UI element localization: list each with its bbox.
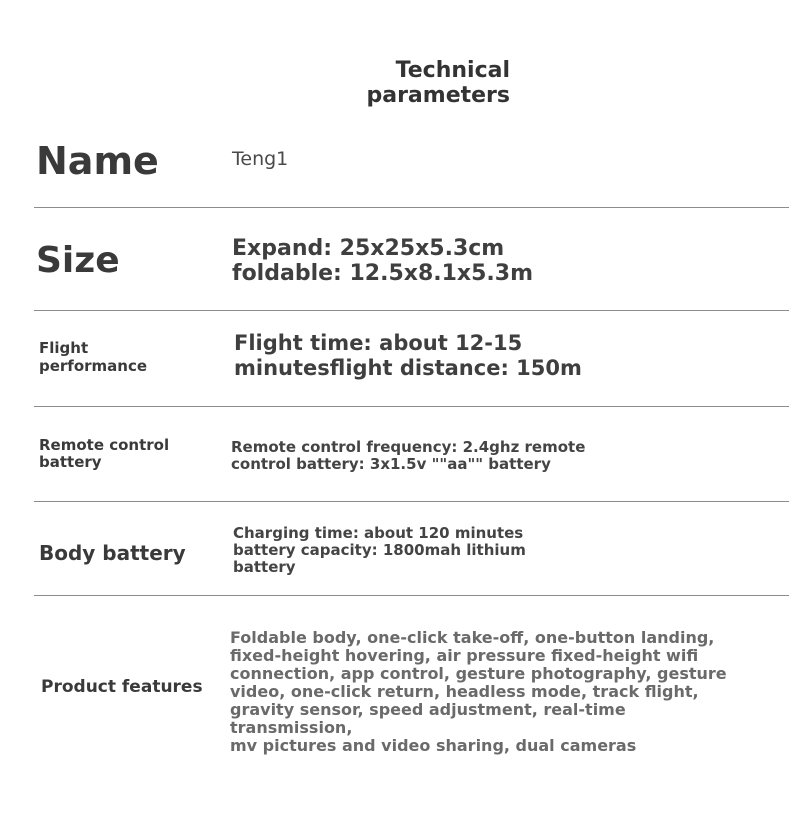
divider (34, 406, 789, 407)
spec-label-line: Flight (39, 339, 89, 357)
spec-value-product-features (230, 629, 730, 755)
title-line-2: parameters (366, 83, 510, 108)
spec-value-size (232, 236, 533, 286)
spec-label-line: performance (39, 357, 148, 375)
spec-value-line: battery (233, 558, 296, 576)
divider (34, 310, 789, 311)
spec-label-body-battery: Body battery (39, 541, 186, 565)
spec-value-line: foldable: 12.5x8.1x5.3m (232, 261, 534, 286)
spec-value-remote-control-battery (231, 439, 585, 473)
spec-value-line: Foldable body, one-click take-off, one-button landing, (230, 628, 715, 647)
spec-label-remote-control-battery (39, 437, 169, 471)
spec-value-body-battery (233, 525, 526, 576)
spec-value-line: Remote control frequency: 2.4ghz remote (231, 438, 586, 456)
spec-value-line: battery capacity: 1800mah lithium (233, 541, 526, 559)
spec-label-product-features: Product features (41, 677, 203, 697)
divider (34, 595, 789, 596)
spec-value-line: Flight time: about 12-15 (234, 331, 523, 355)
title-line-1: Technical (395, 58, 510, 83)
spec-label-name: Name (36, 139, 159, 183)
spec-label-flight-performance (39, 339, 147, 375)
spec-value-line: Charging time: about 120 minutes (233, 524, 524, 542)
spec-value-line: Expand: 25x25x5.3cm (232, 236, 505, 261)
spec-label-size: Size (36, 240, 120, 281)
spec-value-line: fixed-height hovering, air pressure fixed-height wifi (230, 646, 699, 665)
spec-value-line: minutesflight distance: 150m (234, 356, 582, 380)
spec-label-line: battery (39, 453, 102, 471)
spec-value-name (232, 148, 288, 170)
page-title (340, 58, 510, 108)
spec-value-line: control battery: 3x1.5v ""aa"" battery (231, 455, 551, 473)
spec-value-line: video, one-click return, headless mode, track flight, (230, 682, 699, 701)
spec-value-line: Teng1 (232, 148, 289, 170)
spec-label-line: Remote control (39, 436, 170, 454)
spec-value-line: mv pictures and video sharing, dual cameras (230, 736, 637, 755)
spec-value-line: connection, app control, gesture photography, gesture (230, 664, 727, 683)
divider (34, 501, 789, 502)
spec-value-flight-performance (234, 331, 582, 381)
divider (34, 207, 789, 208)
spec-value-line: gravity sensor, speed adjustment, real-time transmission, (230, 700, 626, 737)
